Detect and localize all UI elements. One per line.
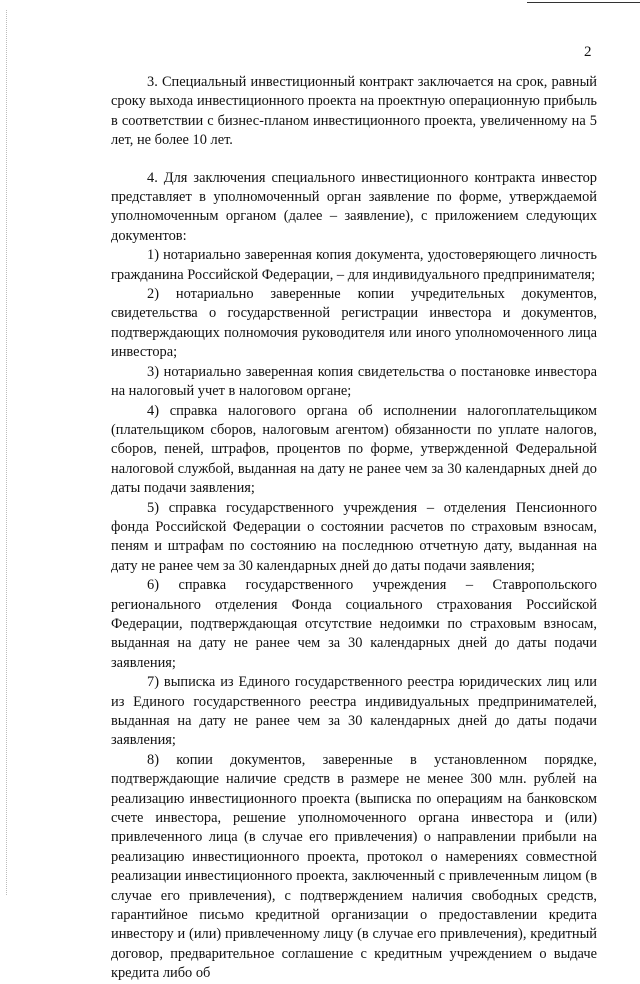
list-item-4: 4) справка налогового органа об исполнении налогоплательщиком (плательщиком сборов, налоговым агентом) обязанности по уплате налогов, сборов, пеней, штрафов, процентов по форме, утвержденной Федеральной налоговой службой, выданная на дату не ранее чем за 30 календарных дней до даты подачи заявления; [111,402,597,497]
list-item-1: 1) нотариально заверенная копия документа, удостоверяющего личность гражданина Российской Федерации, – для индивидуального предпринимателя; [111,247,597,283]
document-body [111,73,597,984]
margin-marks [6,10,9,895]
paragraph-4: 4. Для заключения специального инвестиционного контракта инвестор представляет в уполномоченный орган заявление по форме, утверждаемой уполномоченным органом (далее – заявление), с приложением следующих документов: [111,169,597,244]
page-number: 2 [584,44,592,60]
list-item-3: 3) нотариально заверенная копия свидетельства о постановке инвестора на налоговый учет в налоговом органе; [111,363,597,400]
list-item-5: 5) справка государственного учреждения – отделения Пенсионного фонда Российской Федерации о состоянии расчетов по страховым взносам, пеням и штрафам по состоянию на последнюю отчетную дату, выданная на дату не ранее чем за 30 календарных дней до даты подачи заявления; [111,499,597,574]
list-item-8: 8) копии документов, заверенные в установленном порядке, подтверждающие наличие средств в размере не менее 300 млн. рублей на реализацию инвестиционного проекта (выписка по операциям на банковском счете инвестора, решение уполномоченного органа инвестора и (или) привлеченного лица (в случае его привлечения) о направлении прибыли на реализацию инвестиционного проекта, протокол о намерениях совместной реализации инвестиционного проекта, заключенный с привлеченным лицом (в случае его привлечения), с подтверждением наличия свободных средств, гарантийное письмо кредитной организации о предоставлении кредита инвестору и (или) привлеченному лицу (в случае его привлечения), кредитный договор, предварительное соглашение с кредитным учреждением о выдаче кредита либо об [111,751,597,982]
top-rule-line [527,2,640,3]
list-item-7: 7) выписка из Единого государственного реестра юридических лиц или из Единого государственного реестра индивидуальных предпринимателей, выданная на дату не ранее чем за 30 календарных дней до даты подачи заявления; [111,674,597,749]
list-item-2: 2) нотариально заверенные копии учредительных документов, свидетельства о государственной регистрации инвестора и документов, подтверждающих полномочия руководителя или иного уполномоченного лица инвестора; [111,286,597,361]
list-item-6: 6) справка государственного учреждения – Ставропольского регионального отделения Фонда социального страхования Российской Федерации, подтверждающая отсутствие недоимки по страховым взносам, выданная на дату не ранее чем за 30 календарных дней до даты подачи заявления; [111,577,597,671]
paragraph-3: 3. Специальный инвестиционный контракт заключается на срок, равный сроку выхода инвестиционного проекта на проектную операционную прибыль в соответствии с бизнес-планом инвестиционного проекта, увеличенному на 5 лет, не более 10 лет. [111,74,597,149]
